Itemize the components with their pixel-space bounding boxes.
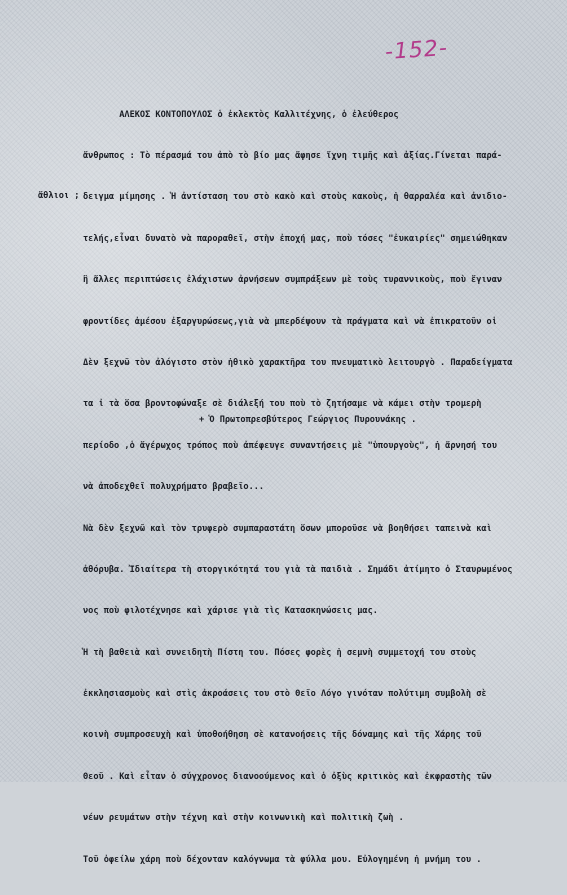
signature: + Ὁ Πρωτοπρεσβύτερος Γεώργιος Πυρουνάκης .: [199, 415, 417, 425]
text-line: Θεοῦ . Καὶ εἶταν ὁ σύγχρονος διανοούμενος καὶ ὁ ὀξὺς κριτικὸς καὶ ἐκφραστὴς τῶν: [83, 771, 492, 782]
text-line: δειγμα μίμησης . Ἡ ἀντίσταση του στὸ κακὸ καὶ στοὺς κακοὺς, ἡ θαρραλέα καὶ ἀνιδιο-: [83, 192, 508, 203]
text-line: κοινὴ συμπροσευχὴ καὶ ὑποθοήθηση σὲ κατανοήσεις τῆς δόναμης καὶ τῆς Χάρης τοῦ: [83, 730, 482, 741]
text-line: φροντίδες ἀμέσου ἐξαργυρώσεως,γιὰ νὰ μπερδέψουν τὰ πράγματα καὶ νὰ ἐπικρατοῦν οἱ: [83, 316, 497, 327]
page-number: -152-: [384, 35, 449, 66]
text-line: Δὲν ξεχνῶ τὸν ἀλόγιστο στὸν ἠθικὸ χαρακτῆρα του πνευματικὸ λειτουργὸ . Παραδείγματα: [83, 357, 513, 368]
margin-note: ἄθλιοι ;: [38, 191, 80, 201]
text-line: Τοῦ ὀφείλω χάρη ποὺ δέχονταν καλόγνωμα τὰ φύλλα μου. Εὐλογημένη ἡ μνήμη του .: [83, 854, 482, 865]
text-line: ΑΛΕΚΟΣ ΚΟΝΤΟΠΟΥΛΟΣ ὁ ἐκλεκτὸς Καλλιτέχνης, ὁ ἐλεύθερος: [83, 109, 399, 120]
text-line: Ἡ τὴ βαθειὰ καὶ συνειδητὴ Πίστη του. Πόσες φορὲς ἡ σεμνὴ συμμετοχή του στοὺς: [83, 647, 477, 658]
text-line: ἀθόρυβα. Ἰδιαίτερα τὴ στοργικότητά του γιὰ τὰ παιδιὰ . Σημάδι ἀτίμητο ὁ Σταυρωμένος: [83, 564, 513, 575]
text-line: Νὰ δὲν ξεχνῶ καὶ τὸν τρυφερὸ συμπαραστάτη ὅσων μποροῦσε νὰ βοηθήσει ταπεινὰ καὶ: [83, 523, 492, 534]
text-line: νέων ρευμάτων στὴν τέχνη καὶ στὴν κοινωνικὴ καὶ πολιτικὴ ζωὴ .: [83, 813, 404, 824]
body-text: [83, 81, 558, 895]
text-line: νος ποὺ φιλοτέχνησε καὶ χάρισε γιὰ τὶς Κατασκηνώσεις μας.: [83, 606, 378, 617]
text-line: περίοδο ,ὁ ἄγέρωχος τρόπος ποὺ ἀπέφευγε συναντήσεις μὲ "ὑπουργοὺς", ἡ ἄρνησή του: [83, 440, 497, 451]
text-line: ἄνθρωπος : Τὸ πέρασμά του ἀπὸ τὸ βίο μας ἄφησε ἴχνη τιμῆς καὶ ἀξίας.Γίνεται παρά-: [83, 150, 503, 161]
text-line: ἢ ἄλλες περιπτώσεις ἐλάχιστων ἀρνήσεων συμπράξεων μὲ τοὺς τυραννικοὺς, ποὺ ἔγιναν: [83, 275, 503, 286]
text-line: τελής,εἶναι δυνατὸ νὰ παροραθεῖ, στὴν ἐποχή μας, ποὺ τόσες "ἐυκαιρίες" σημειώθηκαν: [83, 233, 508, 244]
text-line: ἐκκλησιασμοὺς καὶ στὶς ἀκροάσεις του στὸ Θεῖο Λόγο γινόταν πολύτιμη συμβολὴ σὲ: [83, 689, 487, 700]
text-line: τα ἰ τὰ ὅσα βροντοφώναξε σὲ διάλεξή του ποὺ τὸ ζητήσαμε νὰ κάμει στὴν τρομερὴ: [83, 399, 482, 410]
text-line: νὰ ἀποδεχθεῖ πολυχρήματο βραβεῖο...: [83, 482, 265, 493]
